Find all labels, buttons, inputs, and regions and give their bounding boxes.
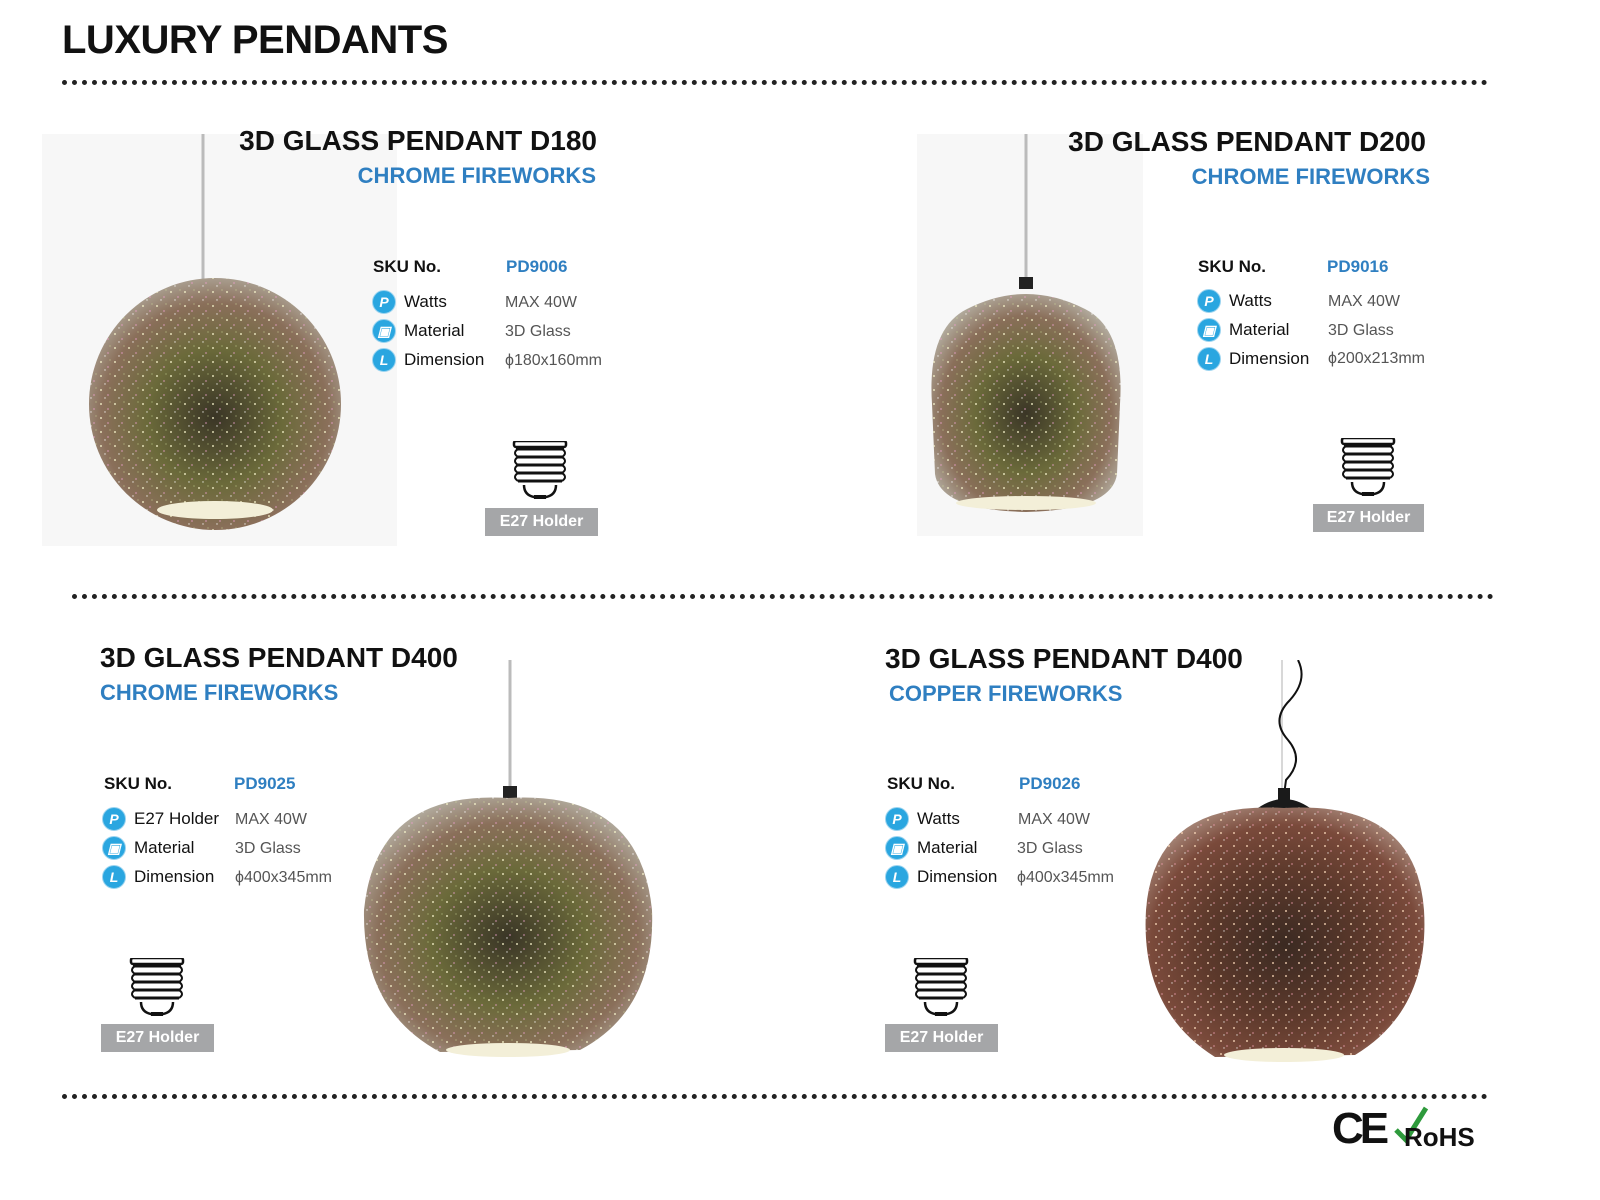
pendant-image	[42, 134, 397, 546]
e27-socket-icon	[913, 958, 973, 1018]
e27-socket-icon	[1340, 438, 1400, 498]
holder-badge: E27 Holder	[101, 1024, 214, 1052]
dimension-icon: L	[1197, 347, 1221, 371]
dimension-icon: L	[372, 348, 396, 372]
sku-value: PD9025	[234, 774, 296, 793]
holder-badge: E27 Holder	[1313, 504, 1424, 532]
product-subtitle: CHROME FIREWORKS	[100, 680, 339, 705]
material-icon: ▣	[102, 836, 126, 860]
spec-label-material: Material	[134, 838, 195, 857]
e27-socket-icon	[512, 441, 572, 501]
spec-label-dimension: Dimension	[134, 867, 215, 886]
product-subtitle: CHROME FIREWORKS	[1191, 164, 1430, 189]
material-icon: ▣	[885, 836, 909, 860]
sku-label: SKU No.	[887, 774, 955, 793]
spec-value-watts: MAX 40W	[1328, 293, 1401, 310]
spec-label-material: Material	[1229, 320, 1290, 339]
dimension-icon: L	[102, 865, 126, 889]
page-title: LUXURY PENDANTS	[62, 18, 448, 62]
watts-icon: P	[1197, 289, 1221, 313]
spec-label-holder: E27 Holder	[134, 809, 220, 828]
watts-icon: P	[885, 807, 909, 831]
pendant-image	[360, 660, 656, 1060]
spec-value-watts: MAX 40W	[505, 294, 578, 311]
material-icon: ▣	[372, 319, 396, 343]
product-photo	[1140, 660, 1430, 1065]
certification-logos	[1332, 1104, 1492, 1152]
sku-label: SKU No.	[373, 257, 441, 276]
watts-icon: P	[102, 807, 126, 831]
e27-socket-icon	[129, 958, 189, 1018]
sku-value: PD9026	[1019, 774, 1081, 793]
product-photo	[360, 660, 656, 1060]
sku-label: SKU No.	[104, 774, 172, 793]
spec-label-dimension: Dimension	[1229, 349, 1310, 368]
spec-value-watts: MAX 40W	[1018, 811, 1091, 828]
spec-value-material: 3D Glass	[505, 323, 571, 340]
sku-value: PD9006	[506, 257, 568, 276]
spec-value-material: 3D Glass	[1017, 840, 1083, 857]
spec-label-watts: Watts	[1229, 291, 1272, 310]
rohs-mark: RoHS	[1404, 1122, 1475, 1152]
product-subtitle: CHROME FIREWORKS	[357, 163, 596, 188]
sku-value: PD9016	[1327, 257, 1389, 276]
spec-value-dimension: ϕ180x160mm	[505, 352, 603, 369]
product-title: 3D GLASS PENDANT D180	[239, 125, 597, 156]
spec-value-watts: MAX 40W	[235, 811, 308, 828]
divider-middle	[72, 594, 1494, 599]
product-subtitle: COPPER FIREWORKS	[889, 681, 1123, 706]
spec-label-material: Material	[404, 321, 465, 340]
sku-label: SKU No.	[1198, 257, 1266, 276]
spec-label-watts: Watts	[917, 809, 960, 828]
holder-badge: E27 Holder	[485, 508, 598, 536]
spec-value-dimension: ϕ200x213mm	[1328, 350, 1426, 367]
watts-icon: P	[372, 290, 396, 314]
product-title: 3D GLASS PENDANT D400	[885, 643, 1243, 674]
spec-label-watts: Watts	[404, 292, 447, 311]
spec-value-dimension: ϕ400x345mm	[1017, 869, 1115, 886]
spec-label-material: Material	[917, 838, 978, 857]
spec-value-material: 3D Glass	[1328, 322, 1394, 339]
product-title: 3D GLASS PENDANT D400	[100, 642, 458, 673]
divider-bottom	[62, 1094, 1488, 1099]
divider-top	[62, 80, 1488, 85]
holder-badge: E27 Holder	[885, 1024, 998, 1052]
product-photo	[917, 134, 1143, 536]
pendant-image	[917, 134, 1143, 536]
spec-value-dimension: ϕ400x345mm	[235, 869, 333, 886]
dimension-icon: L	[885, 865, 909, 889]
material-icon: ▣	[1197, 318, 1221, 342]
spec-label-dimension: Dimension	[404, 350, 485, 369]
ce-mark: CE	[1332, 1104, 1386, 1153]
product-photo	[42, 134, 397, 546]
spec-label-dimension: Dimension	[917, 867, 998, 886]
pendant-image	[1140, 660, 1430, 1065]
product-title: 3D GLASS PENDANT D200	[1068, 126, 1426, 157]
spec-value-material: 3D Glass	[235, 840, 301, 857]
